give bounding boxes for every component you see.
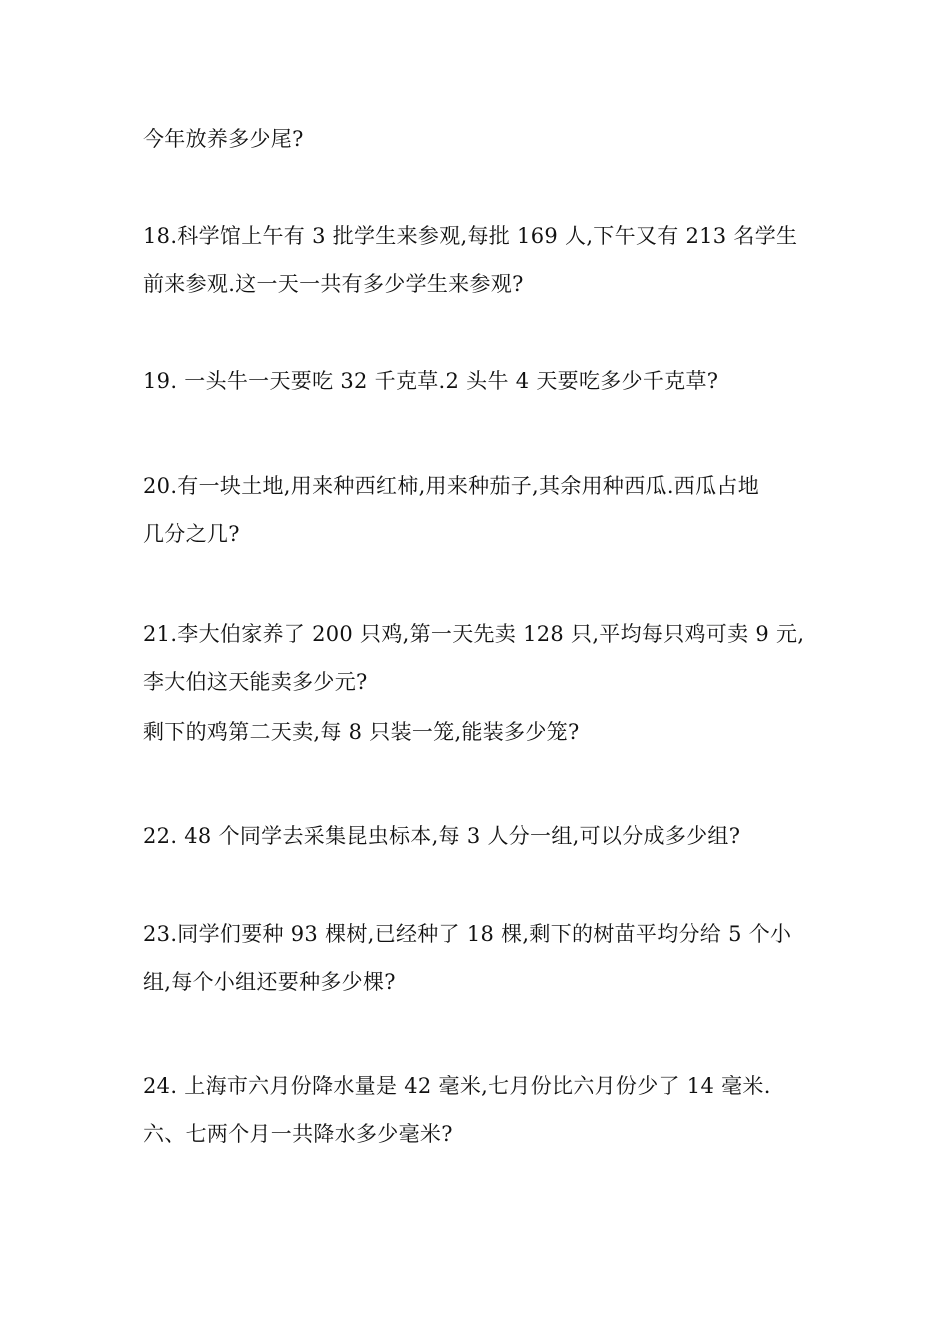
- problem-line: 六、七两个月一共降水多少毫米?: [143, 1122, 453, 1146]
- problem-line: 李大伯这天能卖多少元?: [143, 670, 368, 694]
- problem-line: 几分之几?: [143, 522, 240, 546]
- problem-line: 剩下的鸡第二天卖,每 8 只装一笼,能装多少笼?: [143, 720, 580, 744]
- problem-line: 22. 48 个同学去采集昆虫标本,每 3 人分一组,可以分成多少组?: [143, 824, 741, 848]
- problem-line: 前来参观.这一天一共有多少学生来参观?: [143, 272, 524, 296]
- problem-line: 24. 上海市六月份降水量是 42 毫米,七月份比六月份少了 14 毫米.: [143, 1074, 771, 1098]
- problem-line: 19. 一头牛一天要吃 32 千克草.2 头牛 4 天要吃多少千克草?: [143, 369, 719, 393]
- problem-line: 18.科学馆上午有 3 批学生来参观,每批 169 人,下午又有 213 名学生: [143, 224, 798, 248]
- problem-line: 21.李大伯家养了 200 只鸡,第一天先卖 128 只,平均每只鸡可卖 9 元,: [143, 622, 805, 646]
- continuation-text: 今年放养多少尾?: [143, 127, 304, 151]
- problem-line: 20.有一块土地,用来种西红柿,用来种茄子,其余用种西瓜.西瓜占地: [143, 474, 759, 498]
- problem-line: 23.同学们要种 93 棵树,已经种了 18 棵,剩下的树苗平均分给 5 个小: [143, 922, 792, 946]
- problem-line: 组,每个小组还要种多少棵?: [143, 970, 396, 994]
